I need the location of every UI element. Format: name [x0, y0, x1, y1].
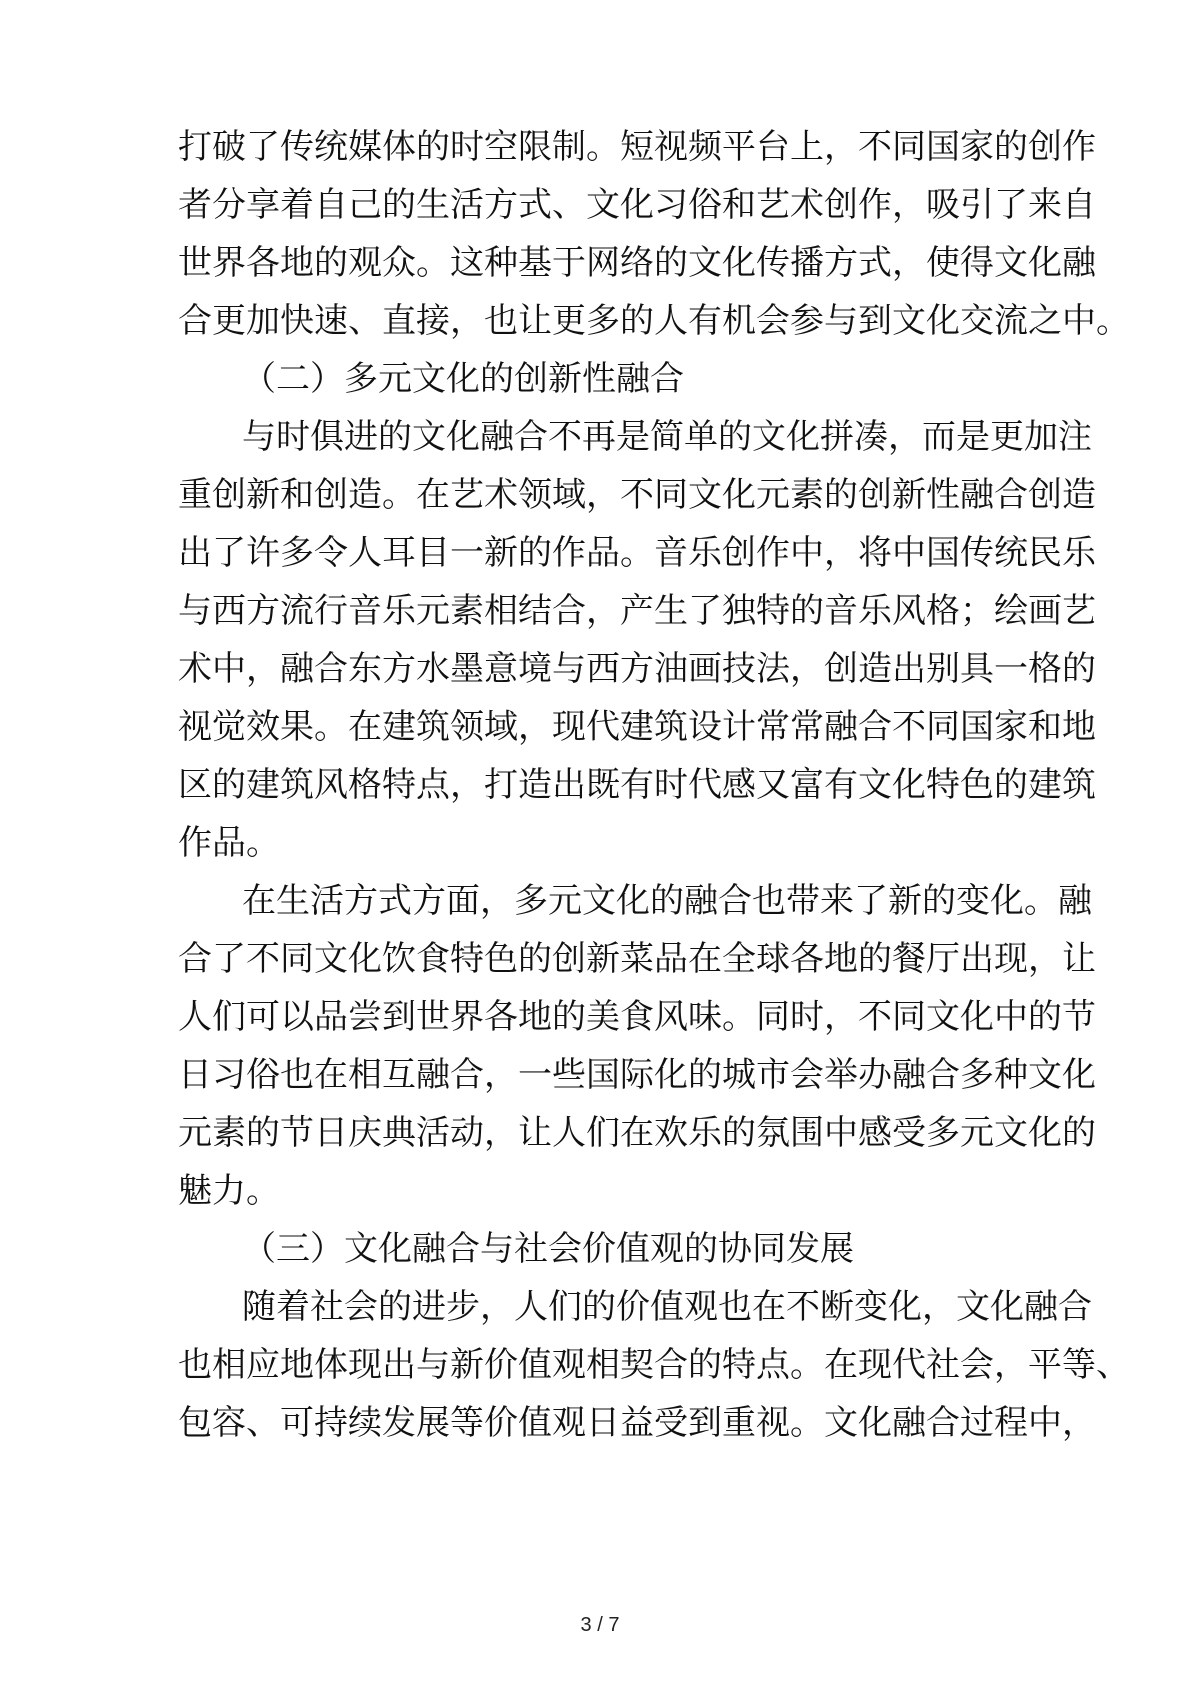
paragraph-line: 合更加快速、直接，也让更多的人有机会参与到文化交流之中。 [178, 301, 1130, 341]
paragraph-line: 出了许多令人耳目一新的作品。音乐创作中，将中国传统民乐 [178, 533, 1096, 573]
paragraph-line: 区的建筑风格特点，打造出既有时代感又富有文化特色的建筑 [178, 765, 1096, 805]
paragraph-line: 重创新和创造。在艺术领域，不同文化元素的创新性融合创造 [178, 475, 1096, 515]
paragraph-line: 作品。 [178, 823, 280, 863]
paragraph-line: 魅力。 [178, 1171, 280, 1211]
paragraph-line: 合了不同文化饮食特色的创新菜品在全球各地的餐厅出现，让 [178, 939, 1096, 979]
paragraph-line: 世界各地的观众。这种基于网络的文化传播方式，使得文化融 [178, 243, 1096, 283]
paragraph-line: 术中，融合东方水墨意境与西方油画技法，创造出别具一格的 [178, 649, 1096, 689]
paragraph-line: 者分享着自己的生活方式、文化习俗和艺术创作，吸引了来自 [178, 185, 1096, 225]
page-number: 3 / 7 [580, 1614, 620, 1636]
paragraph-line: 与西方流行音乐元素相结合，产生了独特的音乐风格；绘画艺 [178, 591, 1096, 631]
paragraph-line: 包容、可持续发展等价值观日益受到重视。文化融合过程中， [178, 1403, 1096, 1443]
document-body [178, 118, 1130, 1452]
paragraph-line: 在生活方式方面，多元文化的融合也带来了新的变化。融 [242, 881, 1092, 921]
section-heading-3: （三）文化融合与社会价值观的协同发展 [242, 1229, 854, 1269]
paragraph-line: 人们可以品尝到世界各地的美食风味。同时，不同文化中的节 [178, 997, 1096, 1037]
section-heading-2: （二）多元文化的创新性融合 [242, 359, 684, 399]
paragraph-line: 随着社会的进步，人们的价值观也在不断变化，文化融合 [242, 1287, 1092, 1327]
paragraph-line: 视觉效果。在建筑领域，现代建筑设计常常融合不同国家和地 [178, 707, 1096, 747]
paragraph-line: 元素的节日庆典活动，让人们在欢乐的氛围中感受多元文化的 [178, 1113, 1096, 1153]
paragraph-line: 与时俱进的文化融合不再是简单的文化拼凑，而是更加注 [242, 417, 1092, 457]
paragraph-line: 日习俗也在相互融合，一些国际化的城市会举办融合多种文化 [178, 1055, 1096, 1095]
paragraph-line: 打破了传统媒体的时空限制。短视频平台上，不同国家的创作 [178, 127, 1096, 167]
paragraph-line: 也相应地体现出与新价值观相契合的特点。在现代社会，平等、 [178, 1345, 1130, 1385]
